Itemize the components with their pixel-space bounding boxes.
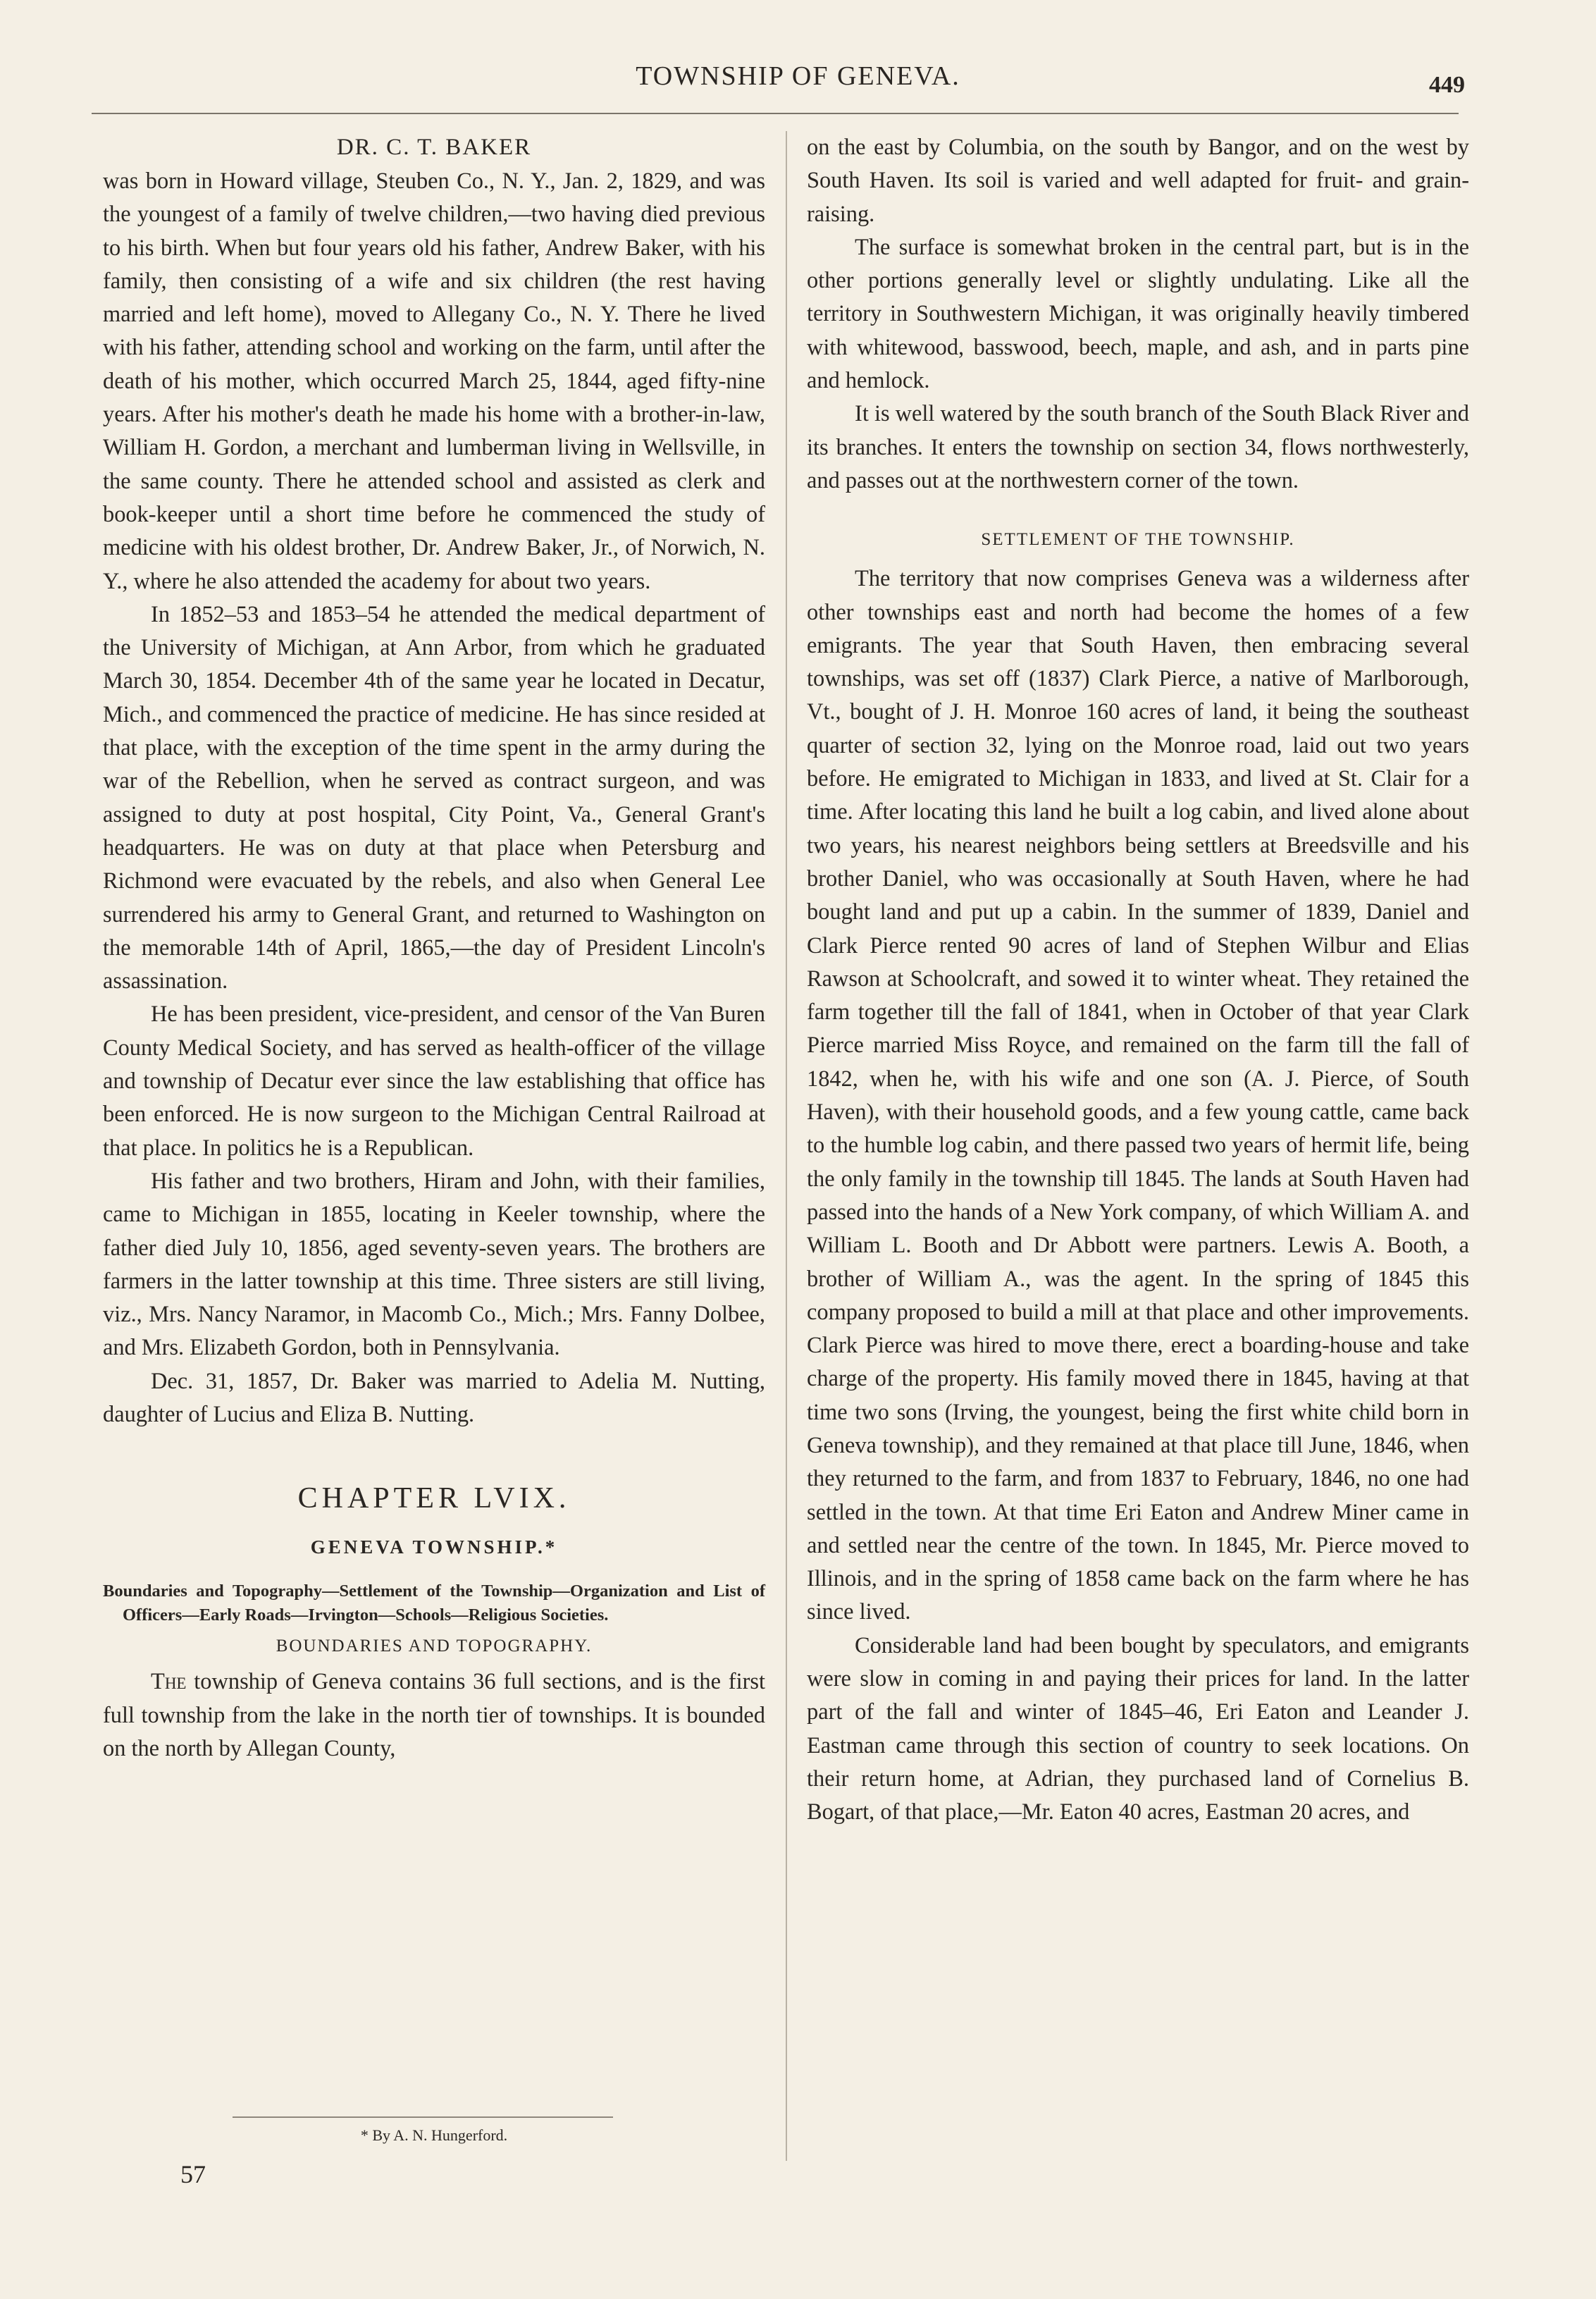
right-column bbox=[807, 131, 1469, 2217]
paragraph: He has been president, vice-president, and censor of the Van Buren County Medical Society, and has served as health-officer of the village and township of Decatur ever since the law establishing that office has been enforced. He is now surgeon to the Michigan Central Railroad at that place. In politics he is a Republican. bbox=[103, 1001, 765, 1161]
paragraph bbox=[103, 1665, 765, 1765]
paragraph: It is well watered by the south branch of the South Black River and its branches. It enters the township on section 34, flows northwesterly, and passes out at the northwestern corner of the town. bbox=[807, 401, 1469, 493]
paragraph: His father and two brothers, Hiram and John, with their families, came to Michigan in 1855, locating in Keeler township, where the father died July 10, 1856, aged seventy-seven years. The brothers are farmers in the latter township at this time. Three sisters are still living, viz., Mrs. Nancy Naramor, in Macomb Co., Mich.; Mrs. Fanny Dolbee, and Mrs. Elizabeth Gordon, both in Pennsylvania. bbox=[103, 1168, 765, 1361]
chapter-title: CHAPTER LVIX. bbox=[297, 1482, 571, 1515]
biography-heading: DR. C. T. BAKER bbox=[336, 135, 532, 160]
chapter-summary: Boundaries and Topography—Settlement of the Township—Organization and List of Officers—Early Roads—Irvington—Schools—Religious Societies. bbox=[103, 1582, 765, 1625]
page-number: 449 bbox=[1429, 72, 1465, 98]
running-head bbox=[0, 61, 1596, 103]
running-title: TOWNSHIP OF GENEVA. bbox=[636, 61, 960, 91]
township-title: GENEVA TOWNSHIP.* bbox=[310, 1536, 558, 1558]
first-word: The bbox=[151, 1669, 187, 1695]
settlement-heading: SETTLEMENT OF THE TOWNSHIP. bbox=[981, 530, 1295, 550]
paragraph: on the east by Columbia, on the south by Bangor, and on the west by South Haven. Its soil is varied and well adapted for fruit- and grain-raising. bbox=[807, 135, 1469, 227]
paragraph: The territory that now comprises Geneva was a wilderness after other townships east and north had become the homes of a few emigrants. The year that South Haven, then embracing several townships, was set off (1837) Clark Pierce, a native of Marlborough, Vt., bought of J. H. Monroe 160 acres of land, it being the southeast quarter of section 32, lying on the Monroe road, laid out two years before. He emigrated to Michigan in 1833, and lived at St. Clair for a time. After locating this land he built a log cabin, and lived alone about two years, his nearest neighbors being settlers at Breedsville and his brother Daniel, who was occasionally at South Haven, where he had bought land and put up a cabin. In the summer of 1839, Daniel and Clark Pierce rented 90 acres of land of Stephen Wilbur and Elias Rawson at Schoolcraft, and sowed it to winter wheat. They retained the farm together till the fall of 1841, when in October of that year Clark Pierce married Miss Royce, and remained on the farm till the fall of 1842, when he, with his wife and one son (A. J. Pierce, of South Haven), with their household goods, and a few young cattle, came back to the humble log cabin, and there passed two years of hermit life, being the only family in the township till 1845. The lands at South Haven had passed into the hands of a New York company, of which William A. and William L. Booth and Dr Abbott were partners. Lewis A. Booth, a brother of William A., was the agent. In the spring of 1845 this company proposed to build a mill at that place and other improvements. Clark Pierce was hired to move there, erect a boarding-house and take charge of the property. His family moved there in 1845, having at that time two sons (Irving, the youngest, being the first white child born in Geneva township), and they remained at that place till June, 1846, when they returned to the farm, and from 1837 to February, 1846, no one had settled in the town. At that time Eri Eaton and Andrew Miner came in and settled near the centre of the town. In 1845, Mr. Pierce moved to Illinois, and in the spring of 1858 came back on the farm where he has since lived. bbox=[807, 566, 1469, 1625]
paragraph: was born in Howard village, Steuben Co., N. Y., Jan. 2, 1829, and was the youngest of a family of twelve children,—two having died previous to his birth. When but four years old his father, Andrew Baker, with his family, then consisting of a wife and six children (the rest having married and left home), moved to Allegany Co., N. Y. There he lived with his father, attending school and working on the farm, until after the death of his mother, which occurred March 25, 1844, aged fifty-nine years. After his mother's death he made his home with a brother-in-law, William H. Gordon, a merchant and lumberman living in Wellsville, in the same county. There he attended school and assisted as clerk and book-keeper until a short time before he commenced the study of medicine with his oldest brother, Dr. Andrew Baker, Jr., of Norwich, N. Y., where he also attended the academy for about two years. bbox=[103, 168, 765, 594]
paragraph-text: township of Geneva contains 36 full sections, and is the first full township from the lake in the north tier of townships. It is bounded on the north by Allegan County, bbox=[103, 1669, 765, 1761]
paragraph: In 1852–53 and 1853–54 he attended the medical department of the University of Michigan, at Ann Arbor, from which he graduated March 30, 1854. December 4th of the same year he located in Decatur, Mich., and commenced the practice of medicine. He has since resided at that place, with the exception of the time spent in the army during the war of the Rebellion, when he served as contract surgeon, and was assigned to duty at post hospital, City Point, Va., General Grant's headquarters. He was on duty at that place when Petersburg and Richmond were evacuated by the rebels, and also when General Lee surrendered his army to General Grant, and returned to Washington on the memorable 14th of April, 1865,—the day of President Lincoln's assassination. bbox=[103, 601, 765, 994]
boundaries-heading: BOUNDARIES AND TOPOGRAPHY. bbox=[276, 1637, 593, 1656]
paragraph: Considerable land had been bought by speculators, and emigrants were slow in coming in and paying their prices for land. In the latter part of the fall and winter of 1845–46, Eri Eaton and Leander J. Eastman came through this section of country to seek locations. On their return home, at Adrian, they purchased land of Cornelius B. Bogart, of that place,—Mr. Eaton 40 acres, Eastman 20 acres, and bbox=[807, 1632, 1469, 1825]
column-divider bbox=[786, 131, 787, 2161]
paragraph: The surface is somewhat broken in the central part, but is in the other portions generally level or slightly undulating. Like all the territory in Southwestern Michigan, it was originally heavily timbered with whitewood, basswood, beech, maple, and ash, and in parts pine and hemlock. bbox=[807, 234, 1469, 394]
left-column bbox=[103, 131, 765, 2168]
paragraph: Dec. 31, 1857, Dr. Baker was married to Adelia M. Nutting, daughter of Lucius and Eliza B. Nutting. bbox=[103, 1368, 765, 1427]
footnote: * By A. N. Hungerford. bbox=[360, 2126, 508, 2144]
signature-mark: 57 bbox=[180, 2160, 206, 2188]
footnote-rule bbox=[233, 2116, 613, 2118]
header-rule bbox=[92, 113, 1459, 114]
